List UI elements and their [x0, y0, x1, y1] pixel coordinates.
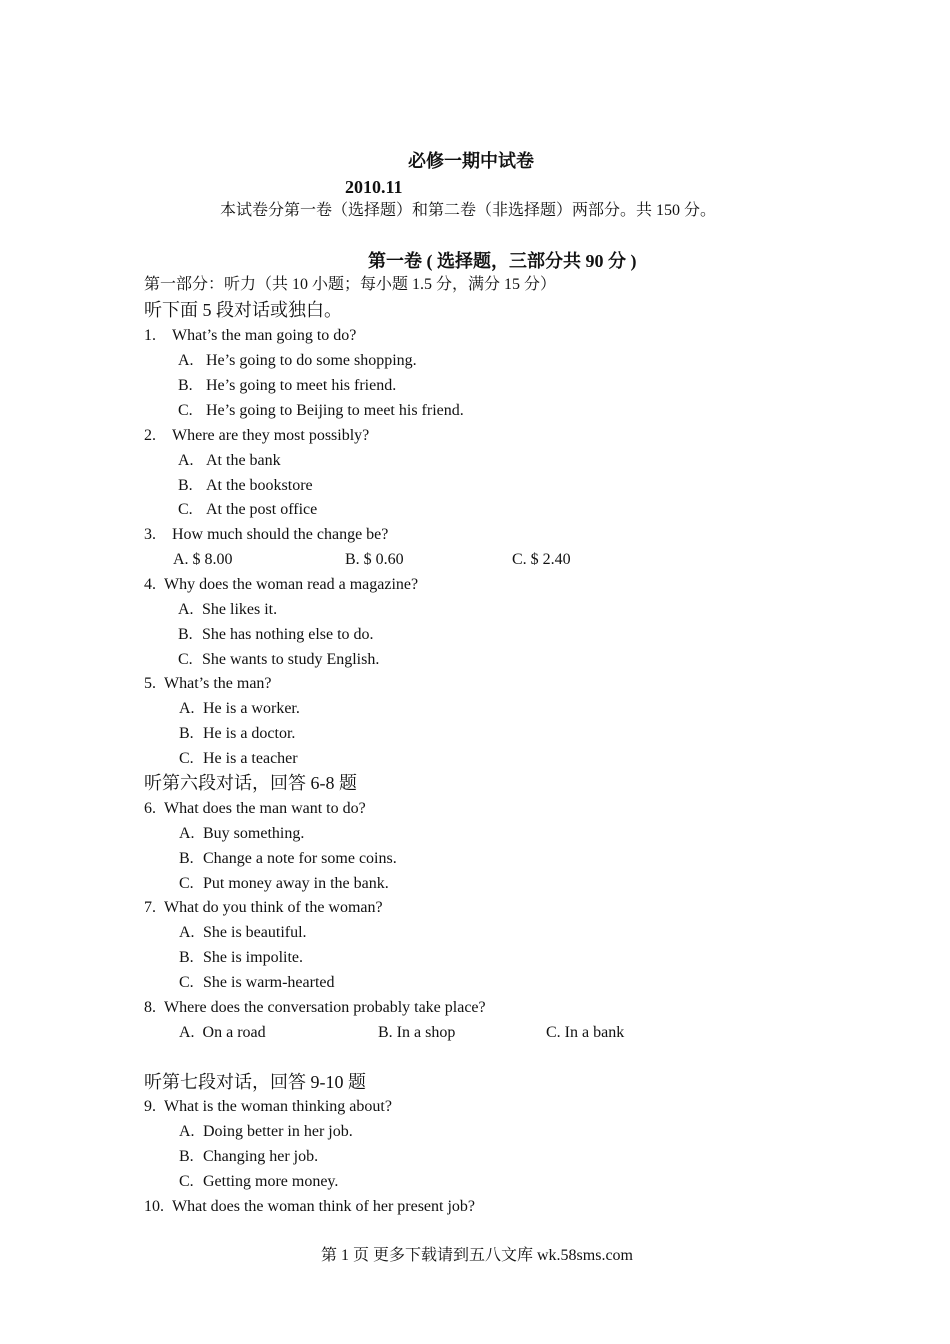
question-7: [144, 900, 383, 916]
option: A. Buy something.: [179, 825, 305, 842]
option: C. Getting more money.: [179, 1173, 339, 1190]
option: C. $ 2.40: [512, 551, 571, 568]
question-3: [144, 527, 388, 543]
option: B. He’s going to meet his friend.: [178, 377, 397, 394]
question-text: Where does the conversation probably take place?: [164, 999, 486, 1016]
option: A. He’s going to do some shopping.: [178, 352, 417, 369]
option: A. At the bank: [178, 452, 281, 469]
question-text: How much should the change be?: [172, 526, 389, 543]
option: B. In a shop: [378, 1024, 456, 1041]
question-number: 7.: [144, 899, 156, 916]
question-number: 2.: [144, 427, 156, 444]
option: C. At the post office: [178, 501, 318, 518]
question-text: What’s the man?: [164, 675, 272, 692]
part-heading: 第一卷 ( 选择题，三部分共 90 分 ): [368, 251, 637, 271]
question-number: 9.: [144, 1098, 156, 1115]
question-9: [144, 1099, 392, 1115]
instruction-1: 听下面 5 段对话或独白。: [144, 300, 342, 320]
option: B. She is impolite.: [179, 949, 303, 966]
option: A. $ 8.00: [173, 551, 233, 568]
question-8: [144, 1000, 486, 1016]
question-text: What’s the man going to do?: [172, 327, 357, 344]
option: C. He’s going to Beijing to meet his friend.: [178, 402, 464, 419]
option: C. He is a teacher: [179, 750, 298, 767]
question-number: 1.: [144, 327, 156, 344]
section-heading: 第一部分：听力（共 10 小题；每小题 1.5 分，满分 15 分）: [144, 276, 557, 293]
option: B. Change a note for some coins.: [179, 850, 397, 867]
option: C. Put money away in the bank.: [179, 875, 389, 892]
option: A. He is a worker.: [179, 700, 300, 717]
question-number: 3.: [144, 526, 156, 543]
page-title: 必修一期中试卷: [408, 151, 534, 171]
option: C. She wants to study English.: [178, 651, 380, 668]
exam-date: 2010.11: [345, 177, 403, 197]
question-text: What do you think of the woman?: [164, 899, 383, 916]
question-6: [144, 801, 366, 817]
question-text: What does the woman think of her present job?: [172, 1198, 476, 1215]
instruction-3: 听第七段对话，回答 9-10 题: [144, 1072, 366, 1092]
question-number: 5.: [144, 675, 156, 692]
question-number: 4.: [144, 576, 156, 593]
question-5: [144, 676, 272, 692]
page-footer: 第 1 页 更多下载请到五八文库 wk.58sms.com: [321, 1247, 634, 1264]
question-text: Where are they most possibly?: [172, 427, 370, 444]
question-text: Why does the woman read a magazine?: [164, 576, 419, 593]
question-number: 6.: [144, 800, 156, 817]
question-2: [144, 428, 369, 444]
exam-intro: 本试卷分第一卷（选择题）和第二卷（非选择题）两部分。共 150 分。: [220, 202, 717, 219]
option: B. At the bookstore: [178, 477, 313, 494]
option: B. Changing her job.: [179, 1148, 319, 1165]
option: C. In a bank: [546, 1024, 625, 1041]
option: B. She has nothing else to do.: [178, 626, 374, 643]
option: A. She likes it.: [178, 601, 278, 618]
option: A. Doing better in her job.: [179, 1123, 353, 1140]
option: A. On a road: [179, 1024, 266, 1041]
question-text: What does the man want to do?: [164, 800, 366, 817]
option: C. She is warm-hearted: [179, 974, 335, 991]
question-number: 8.: [144, 999, 156, 1016]
option: B. He is a doctor.: [179, 725, 296, 742]
instruction-2: 听第六段对话，回答 6-8 题: [144, 773, 357, 793]
option: B. $ 0.60: [345, 551, 404, 568]
question-number: 10.: [144, 1198, 164, 1215]
question-10: [144, 1199, 475, 1215]
question-text: What is the woman thinking about?: [164, 1098, 392, 1115]
question-1: [144, 328, 356, 344]
question-4: [144, 577, 418, 593]
option: A. She is beautiful.: [179, 924, 307, 941]
